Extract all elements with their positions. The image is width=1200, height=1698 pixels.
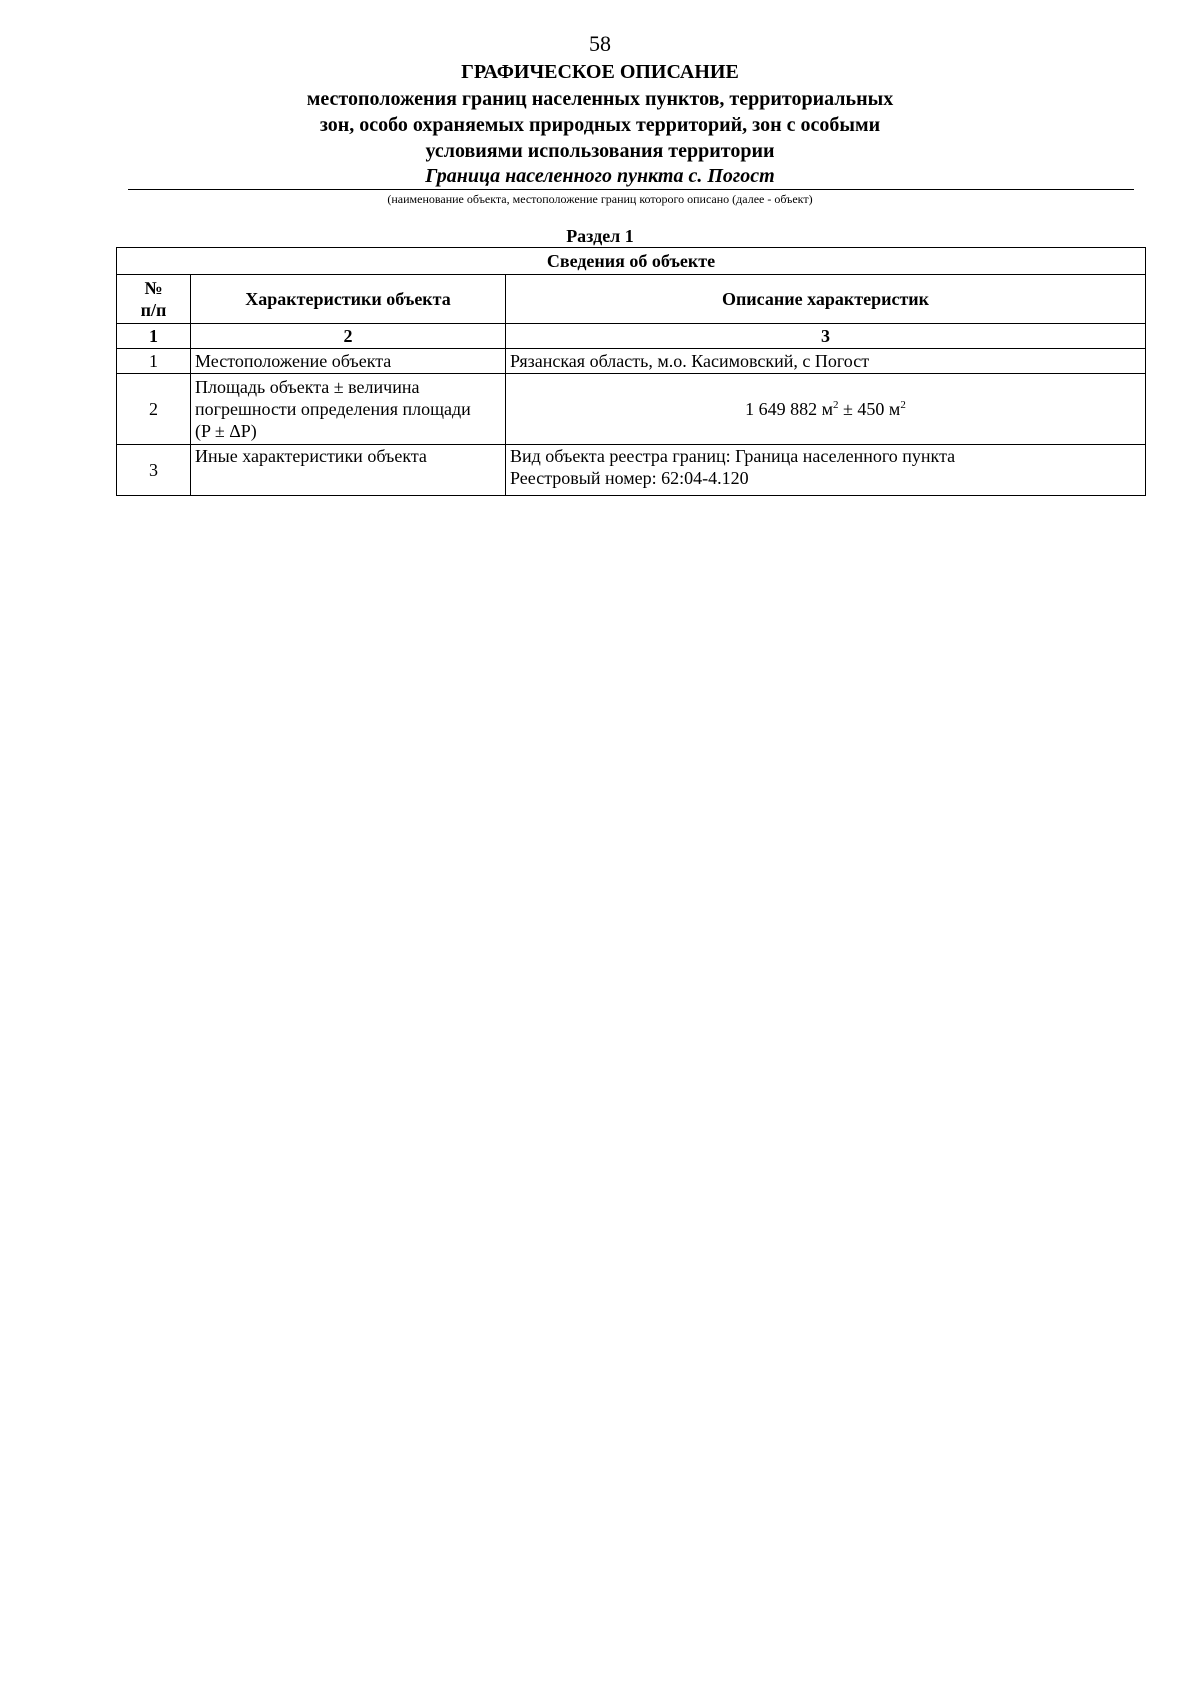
row-number: 1 xyxy=(117,349,191,374)
row-characteristic xyxy=(191,374,506,445)
row-number: 2 xyxy=(117,374,191,445)
table-row xyxy=(117,349,1146,374)
document-subtitle xyxy=(200,86,1000,164)
column-numbers-row xyxy=(117,324,1146,349)
characteristic-line: (P ± ΔP) xyxy=(195,421,257,441)
row-description xyxy=(506,445,1146,496)
row-description xyxy=(506,374,1146,445)
column-number: 2 xyxy=(191,324,506,349)
subtitle-line: условиями использования территории xyxy=(425,140,775,162)
object-name-caption: (наименование объекта, местоположение границ которого описано (далее - объект) xyxy=(387,192,813,206)
area-value: 1 649 882 м xyxy=(745,399,834,419)
row-number: 3 xyxy=(117,445,191,496)
description-line: Вид объекта реестра границ: Граница населенного пункта xyxy=(510,446,956,466)
header-number-line: п/п xyxy=(140,300,167,320)
column-number: 1 xyxy=(117,324,191,349)
subtitle-line: зон, особо охраняемых природных территорий, зон с особыми xyxy=(319,114,881,136)
page-number: 58 xyxy=(589,31,611,56)
table-row xyxy=(117,374,1146,445)
section-title: Раздел 1 xyxy=(566,226,634,246)
object-name: Граница населенного пункта с. Погост xyxy=(425,165,775,187)
area-error-unit-exponent: 2 xyxy=(900,399,906,411)
object-info-table xyxy=(116,247,1146,496)
row-characteristic: Иные характеристики объекта xyxy=(191,445,506,496)
area-unit-exponent: 2 xyxy=(833,399,839,411)
subtitle-line: местоположения границ населенных пунктов, территориальных xyxy=(306,88,894,110)
row-description: Рязанская область, м.о. Касимовский, с Погост xyxy=(506,349,1146,374)
characteristic-line: погрешности определения площади xyxy=(195,399,471,419)
header-number xyxy=(117,275,191,324)
row-characteristic: Местоположение объекта xyxy=(191,349,506,374)
header-description: Описание характеристик xyxy=(506,275,1146,324)
table-row xyxy=(117,445,1146,496)
table-caption: Сведения об объекте xyxy=(117,248,1146,275)
area-error: ± 450 м xyxy=(838,399,901,419)
characteristic-line: Площадь объекта ± величина xyxy=(195,377,420,397)
table-caption-row xyxy=(117,248,1146,275)
document-title: ГРАФИЧЕСКОЕ ОПИСАНИЕ xyxy=(461,61,739,83)
header-number-line: № xyxy=(144,278,163,298)
column-number: 3 xyxy=(506,324,1146,349)
object-name-underline xyxy=(128,189,1134,190)
table-header-row xyxy=(117,275,1146,324)
header-characteristics: Характеристики объекта xyxy=(191,275,506,324)
description-line: Реестровый номер: 62:04-4.120 xyxy=(510,468,749,488)
